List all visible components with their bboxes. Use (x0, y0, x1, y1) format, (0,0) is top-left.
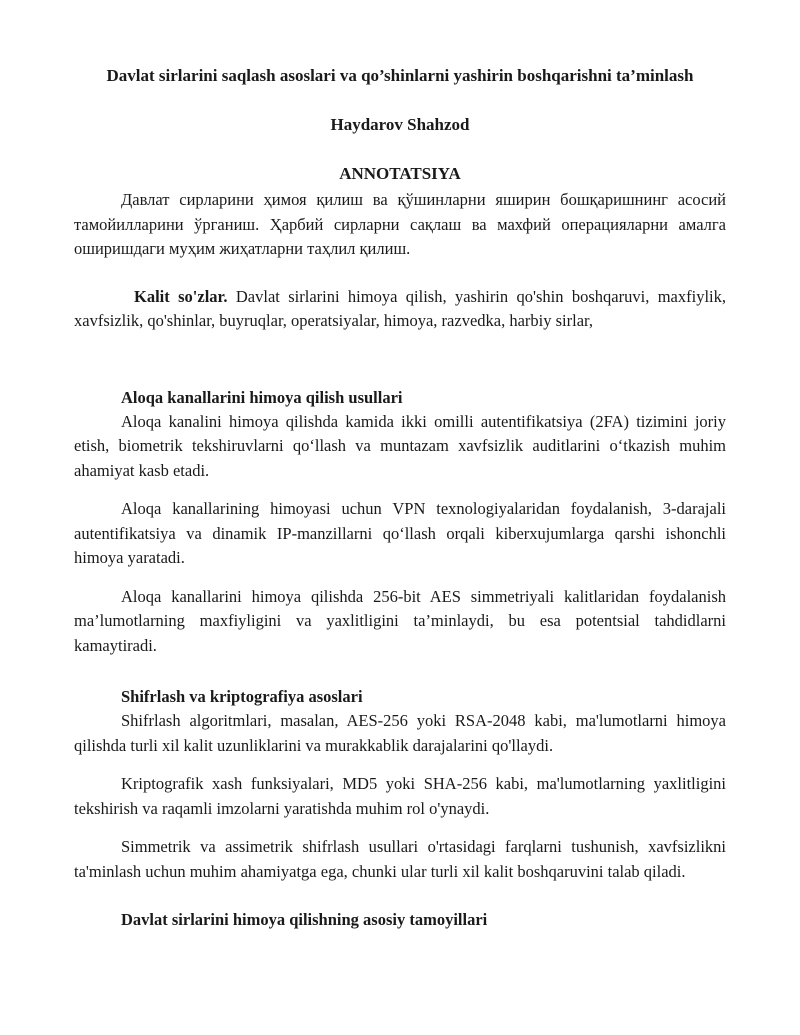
document-title: Davlat sirlarini saqlash asoslari va qo’shinlarni yashirin boshqarishni ta’minlash (106, 66, 694, 85)
section-paragraph: Kriptografik xash funksiyalari, MD5 yoki SHA-256 kabi, ma'lumotlarning yaxlitligini tekshirish va raqamli imzolarni yaratishda muhim rol o'ynaydi. (74, 774, 726, 818)
keywords-label: Kalit so'zlar. (134, 286, 228, 306)
section-paragraph: Aloqa kanallarini himoya qilishda 256-bit AES simmetriyali kalitlaridan foydalanish ma’lumotlarning maxfiyligini va yaxlitligini ta’minlaydi, bu esa potentsial tahdidlarni kamaytiradi. (74, 586, 726, 655)
section-heading-communication: Aloqa kanallarini himoya qilish usullari (121, 387, 403, 407)
annotation-paragraph: Давлат сирларини ҳимоя қилиш ва қўшинларни яширин бошқаришнинг асосий тамойилларини ўрганиш. Ҳарбий сирларни сақлаш ва махфий операцияларни амалга оширишдаги муҳим жиҳатларни таҳлил қилиш. (74, 190, 726, 258)
section-heading-encryption: Shifrlash va kriptografiya asoslari (121, 687, 363, 706)
section-paragraph: Aloqa kanalini himoya qilishda kamida ikki omilli autentifikatsiya (2FA) tizimini joriy etish, biometrik tekshiruvlarni qo‘llash va muntazam xavfsizlik auditlarini o‘tkazish muhim ahamiyat kasb etadi. (74, 411, 726, 480)
section-heading-principles: Davlat sirlarini himoya qilishning asosiy tamoyillari (121, 910, 488, 929)
keywords-paragraph (74, 285, 726, 334)
keywords-text: Davlat sirlarini himoya qilish, yashirin qo'shin boshqaruvi, maxfiylik, xavfsizlik, qo'shinlar, buyruqlar, operatsiyalar, himoya, razvedka, harbiy sirlar, (74, 286, 726, 330)
section-paragraph: Aloqa kanallarining himoyasi uchun VPN texnologiyalaridan foydalanish, 3-darajali autentifikatsiya va dinamik IP-manzillarni qo‘llash orqali kiberxujumlarga qarshi ishonchli himoya yaratadi. (74, 499, 726, 567)
section-paragraph: Simmetrik va assimetrik shifrlash usullari o'rtasidagi farqlarni tushunish, xavfsizlikni ta'minlash uchun muhim ahamiyatga ega, chunki ular turli xil kalit boshqaruvini talab qiladi. (74, 837, 726, 881)
section-paragraph: Shifrlash algoritmlari, masalan, AES-256 yoki RSA-2048 kabi, ma'lumotlarni himoya qilishda turli xil kalit uzunliklarini va murakkablik darajalarini qo'llaydi. (74, 711, 726, 755)
author-name: Haydarov Shahzod (330, 115, 470, 134)
annotation-heading: ANNOTATSIYA (339, 164, 461, 183)
document-page (74, 62, 726, 932)
